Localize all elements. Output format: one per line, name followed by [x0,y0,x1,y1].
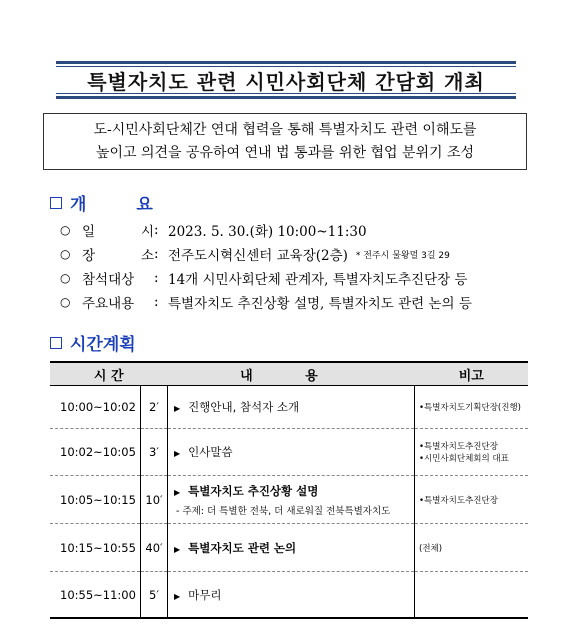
item-label: 장 [82,248,96,264]
title-box [56,61,516,99]
circle-bullet-icon: ○ [60,223,71,237]
content-cell [168,476,415,524]
page-title: 특별자치도 관련 시민사회단체 간담회 개최 [87,69,485,94]
overview-heading-text: 개 요 [70,195,175,215]
item-label: 소 [140,248,154,264]
duration-cell: 5′ [141,572,168,619]
checkbox-icon [50,337,62,349]
triangle-bullet-icon: ▶ [174,591,181,601]
item-label: 주요내용 [82,296,135,312]
colon: : [154,270,159,286]
time-cell: 10:02~10:05 [50,429,141,476]
item-label: 일 [82,224,96,240]
note-text: •시민사회단체회의 대표 [419,454,509,464]
schedule-table [50,361,528,619]
table-row [50,572,528,619]
circle-bullet-icon: ○ [60,247,71,261]
triangle-bullet-icon: ▶ [174,449,181,458]
content-text: 특별자치도 추진상황 설명 [188,483,319,498]
note-cell [415,524,529,572]
overview-heading [50,190,175,215]
table-row [50,524,528,572]
duration-cell: 3′ [141,429,168,476]
address-note: * 전주시 물왕멀 3길 29 [355,250,450,261]
time-cell: 10:15~10:55 [50,524,141,572]
duration-cell: 10′ [141,476,168,524]
duration-cell: 40′ [141,524,168,572]
content-text: 마무리 [188,587,222,602]
header-note: 비고 [415,362,529,386]
table-header-row [50,362,528,386]
summary-box [43,113,527,170]
content-subtext: - 주제: 더 특별한 전북, 더 새로워질 전북특별자치도 [176,505,391,517]
overview-list [60,218,472,314]
triangle-bullet-icon: ▶ [174,404,181,413]
circle-bullet-icon: ○ [60,295,71,309]
overview-item-place [60,242,472,266]
item-value: 14개 시민사회단체 관계자, 특별자치도추진단장 등 [168,272,468,288]
triangle-bullet-icon: ▶ [174,544,181,554]
content-text: 특별자치도 관련 논의 [188,540,297,555]
overview-item-date [60,218,472,242]
header-time: 시 간 [50,362,168,386]
time-cell: 10:55~11:00 [50,572,141,619]
note-text: (전체) [419,543,443,554]
note-cell [415,476,529,524]
item-label: 시 [140,224,154,240]
note-cell [415,572,529,619]
overview-item-attendees [60,266,472,290]
note-cell [415,429,529,476]
note-text: •특별자치도기획단장(진행) [419,403,521,413]
content-text: 진행안내, 참석자 소개 [188,400,300,414]
triangle-bullet-icon: ▶ [174,487,181,497]
table-row [50,429,528,476]
schedule-heading [50,330,136,355]
table-row [50,476,528,524]
overview-item-content [60,290,472,314]
summary-line-2: 높이고 의견을 공유하여 연내 법 통과를 위한 협업 분위기 조성 [95,144,475,161]
note-text: •특별자치도추진단장 [419,442,498,452]
duration-cell: 2′ [141,386,168,429]
time-cell: 10:00~10:02 [50,386,141,429]
item-label: 참석대상 [82,272,135,288]
summary-line-1: 도-시민사회단체간 연대 협력을 통해 특별자치도 관련 이해도를 [93,121,477,138]
note-text: •특별자치도추진단장 [419,495,498,506]
time-cell: 10:05~10:15 [50,476,141,524]
item-value: 전주도시혁신센터 교육장(2층) [168,248,348,264]
content-text: 인사말씀 [188,445,233,459]
content-cell [168,386,415,429]
colon: : [154,222,159,238]
content-cell [168,572,415,619]
colon: : [154,294,159,310]
content-cell [168,524,415,572]
header-content: 내 용 [168,362,415,386]
content-cell [168,429,415,476]
schedule-heading-text: 시간계획 [70,335,136,355]
note-cell [415,386,529,429]
item-value: 2023. 5. 30.(화) 10:00~11:30 [168,224,367,240]
table-row [50,386,528,429]
colon: : [154,246,159,262]
item-value: 특별자치도 추진상황 설명, 특별자치도 관련 논의 등 [168,296,472,312]
circle-bullet-icon: ○ [60,271,71,285]
checkbox-icon [50,197,62,209]
